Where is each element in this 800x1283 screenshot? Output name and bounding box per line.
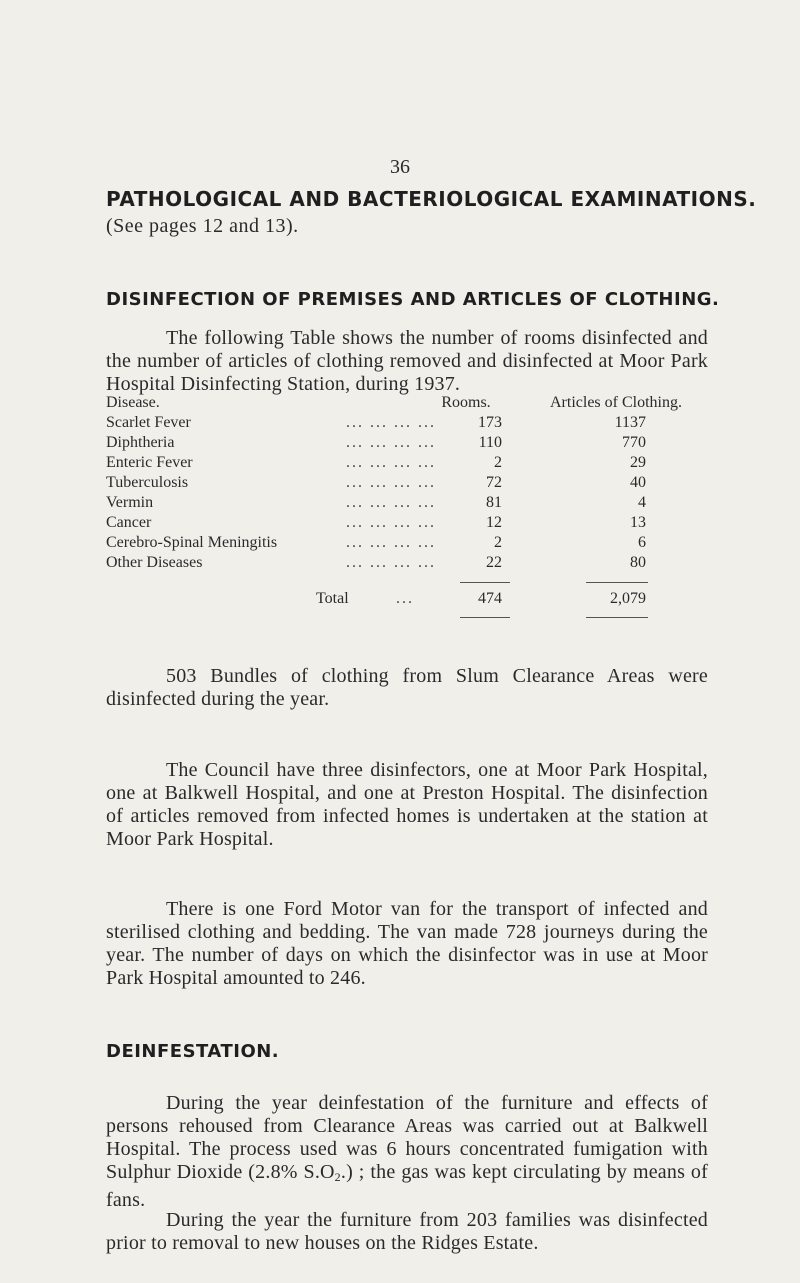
total-row	[106, 589, 706, 609]
table-row	[106, 513, 706, 533]
row-rooms: 2	[494, 454, 502, 471]
leader-dots: ... ... ... ...	[346, 414, 436, 431]
bundles-text: 503 Bundles of clothing from Slum Clearance Areas were disinfected during the year.	[106, 665, 708, 710]
row-rooms: 12	[486, 514, 502, 531]
intro-paragraph	[106, 327, 708, 396]
total-rules-bottom	[106, 609, 706, 623]
row-clothing: 4	[638, 494, 646, 511]
header-clothing: Articles of Clothing.	[550, 394, 682, 411]
row-disease: Diphtheria	[106, 433, 180, 453]
table-header	[106, 393, 706, 413]
leader-dots: ... ... ... ...	[346, 474, 436, 491]
row-disease: Other Diseases	[106, 553, 208, 573]
council-paragraph	[106, 759, 708, 851]
deinfestation-text-b: .) ; the gas was kept circulating by means of fans.	[106, 1161, 708, 1211]
row-rooms: 2	[494, 534, 502, 551]
row-disease: Cerebro-Spinal Meningitis	[106, 533, 283, 553]
leader-dots: ... ... ... ...	[346, 494, 436, 511]
row-clothing: 29	[630, 454, 646, 471]
row-disease: Vermin	[106, 493, 159, 513]
leader-dots: ... ... ... ...	[346, 514, 436, 531]
row-disease: Cancer	[106, 513, 157, 533]
rooms-rule-bottom	[460, 617, 510, 618]
table-row	[106, 553, 706, 573]
row-rooms: 72	[486, 474, 502, 491]
row-disease: Scarlet Fever	[106, 413, 197, 433]
leader-dots: ... ... ... ...	[346, 454, 436, 471]
row-clothing: 1137	[614, 414, 646, 431]
deinfestation-subscript: 2	[334, 1170, 341, 1184]
row-clothing: 770	[622, 434, 646, 451]
bundles-paragraph	[106, 665, 708, 711]
total-rooms: 474	[478, 590, 502, 607]
row-disease: Tuberculosis	[106, 473, 194, 493]
table-row	[106, 493, 706, 513]
header-rooms: Rooms.	[441, 394, 491, 411]
van-text: There is one Ford Motor van for the transport of infected and sterilised clothing and bedding. The van made 728 journeys during the year. The number of days on which the disinfector was in use at Moor Park Hospital amounted to 246.	[106, 898, 708, 989]
heading-disinfection: DISINFECTION OF PREMISES AND ARTICLES OF CLOTHING.	[106, 289, 720, 310]
see-pages-note: (See pages 12 and 13).	[106, 215, 299, 237]
clothing-rule-bottom	[586, 617, 648, 618]
header-disease: Disease.	[106, 394, 160, 411]
row-disease: Enteric Fever	[106, 453, 199, 473]
disinfection-table	[106, 393, 706, 623]
deinfestation-paragraph	[106, 1092, 708, 1212]
intro-text: The following Table shows the number of rooms disinfected and the number of articles of clothing removed and disinfected at Moor Park Hospital Disinfecting Station, during 1937.	[106, 327, 708, 395]
row-clothing: 80	[630, 554, 646, 571]
leader-dots: ... ... ... ...	[346, 434, 436, 451]
leader-dots: ... ... ... ...	[346, 534, 436, 551]
rooms-rule-top	[460, 582, 510, 583]
table-row	[106, 413, 706, 433]
page-number: 36	[390, 156, 410, 178]
deinfestation-text-a: During the year deinfestation of the furniture and effects of persons rehoused from Clearance Areas was carried out at Balkwell Hospital. The process used was 6 hours concentrated fumigation with Sulphur Dioxide (2.8% S.O	[106, 1092, 708, 1183]
clothing-rule-top	[586, 582, 648, 583]
council-text: The Council have three disinfectors, one at Moor Park Hospital, one at Balkwell Hospital, and one at Preston Hospital. The disinfection of articles removed from infected homes is undertaken at the station at Moor Park Hospital.	[106, 759, 708, 850]
deinfestation-text	[106, 1092, 708, 1212]
table-row	[106, 473, 706, 493]
table-row	[106, 453, 706, 473]
leader-dots: ... ... ... ...	[346, 554, 436, 571]
row-rooms: 22	[486, 554, 502, 571]
leader-dots: ...	[396, 590, 414, 607]
table-row	[106, 433, 706, 453]
table-row	[106, 533, 706, 553]
heading-deinfestation: DEINFESTATION.	[106, 1041, 280, 1062]
row-clothing: 13	[630, 514, 646, 531]
row-clothing: 6	[638, 534, 646, 551]
row-rooms: 81	[486, 494, 502, 511]
total-clothing: 2,079	[610, 590, 646, 607]
row-rooms: 173	[478, 414, 502, 431]
row-rooms: 110	[478, 434, 502, 451]
total-rules-top	[106, 573, 706, 589]
total-label: Total	[316, 590, 349, 607]
row-clothing: 40	[630, 474, 646, 491]
van-paragraph	[106, 898, 708, 990]
families-paragraph	[106, 1209, 708, 1255]
families-text: During the year the furniture from 203 families was disinfected prior to removal to new houses on the Ridges Estate.	[106, 1209, 708, 1254]
heading-pathological: PATHOLOGICAL AND BACTERIOLOGICAL EXAMINATIONS.	[106, 187, 757, 211]
